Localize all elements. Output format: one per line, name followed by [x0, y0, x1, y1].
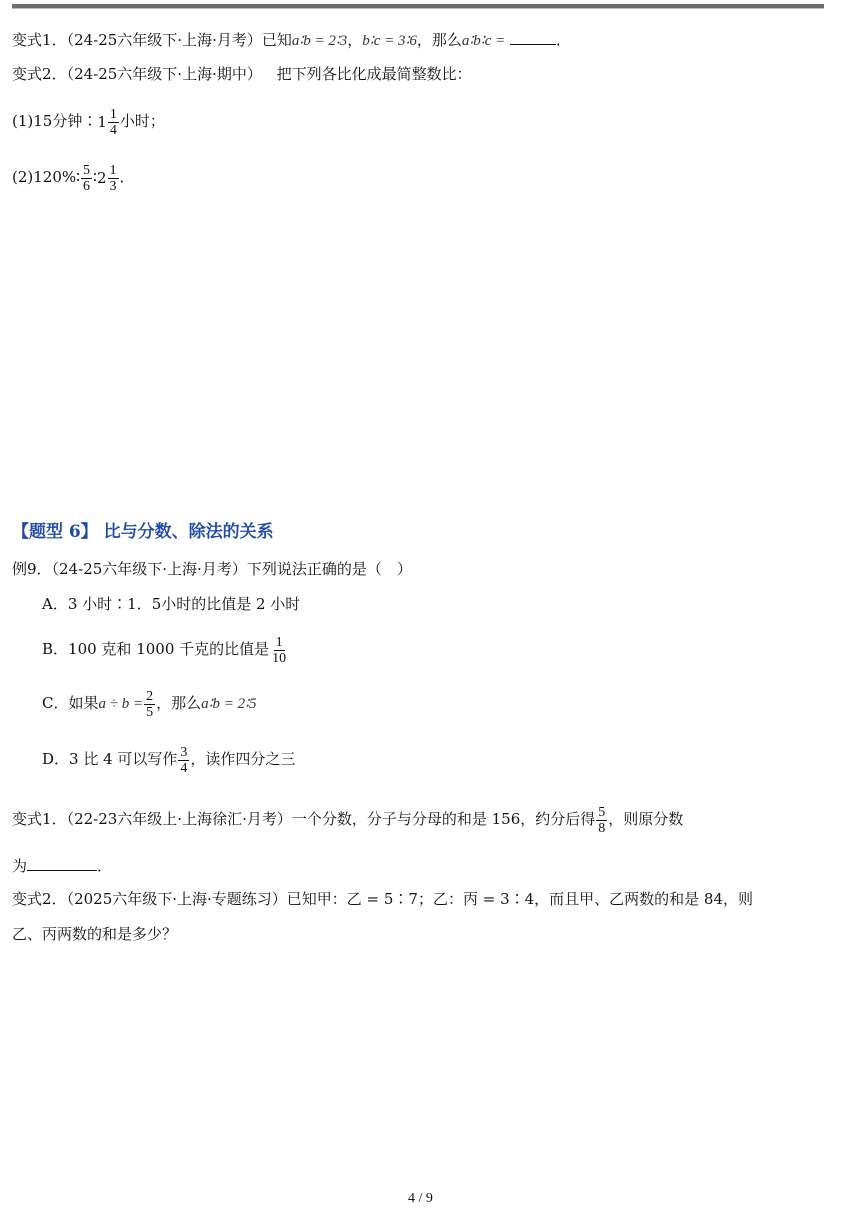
variant-1b-question: 变式1．（22-23六年级上·上海徐汇·月考）一个分数，分子与分母的和是 156，约分后得 $\frac{5}{8}$ ，则原分数: [12, 804, 684, 836]
ratio-abc: a∶b∶c =: [461, 33, 506, 49]
option-c[interactable]: C．如果a ÷ b = $\frac{2}{5}$ ，那么a∶b = 2∶5: [42, 688, 257, 720]
fraction: $\frac{1}{3}$: [109, 162, 117, 194]
variant-2b-question: 变式2．（2025六年级下·上海·专题练习）已知甲：乙 = 5∶7；乙：丙 = 3∶4，而且甲、乙两数的和是 84，则: [12, 890, 754, 908]
fraction: $\frac{2}{5}$: [146, 688, 154, 720]
option-d[interactable]: D．3 比 4 可以写作 $\frac{3}{4}$ ，读作四分之三: [42, 744, 296, 776]
example-9-stem: 例9．（24-25六年级下·上海·月考）下列说法正确的是（ ）: [12, 560, 412, 578]
variant-1-question: 变式1．（24-25六年级下·上海·月考）已知a∶b = 2∶3，b∶c = 3∶6，那么a∶b∶c = ．: [12, 31, 572, 49]
top-rule: [12, 4, 824, 9]
fraction: $\frac{5}{6}$: [83, 162, 91, 194]
section-heading: 【题型 6】 比与分数、除法的关系: [12, 522, 274, 542]
fraction: $\frac{1}{10}$: [272, 634, 287, 666]
mixed-number: 1 $\frac{1}{4}$: [97, 106, 117, 138]
option-a[interactable]: A．3 小时∶1．5小时的比值是 2 小时: [42, 595, 301, 613]
option-b[interactable]: B．100 克和 1000 千克的比值是 $\frac{1}{10}$: [42, 634, 287, 666]
answer-blank[interactable]: [510, 30, 556, 45]
variant-2-question: 变式2．（24-25六年级下·上海·期中） 把下列各比化成最简整数比：: [12, 65, 472, 83]
variant-1b-line2: 为 ．: [12, 857, 113, 875]
ratio-ab: a∶b = 2∶3: [291, 33, 348, 49]
fraction: $\frac{1}{4}$: [109, 106, 117, 138]
ratio-bc: b∶c = 3∶6: [362, 33, 417, 49]
fraction: $\frac{5}{8}$: [598, 804, 606, 836]
mixed-number: 2 $\frac{1}{3}$: [96, 162, 117, 194]
variant-2b-line2: 乙、丙两数的和是多少？: [12, 925, 178, 943]
sub-question-2: (2)120%∶ $\frac{5}{6}$ ∶ 2 $\frac{1}{3}$ ．: [12, 162, 135, 194]
answer-blank[interactable]: [27, 856, 97, 871]
page-number: 4 / 9: [408, 1191, 433, 1206]
sub-question-1: (1)15分钟∶ 1 $\frac{1}{4}$ 小时；: [12, 106, 165, 138]
fraction: $\frac{3}{4}$: [180, 744, 188, 776]
